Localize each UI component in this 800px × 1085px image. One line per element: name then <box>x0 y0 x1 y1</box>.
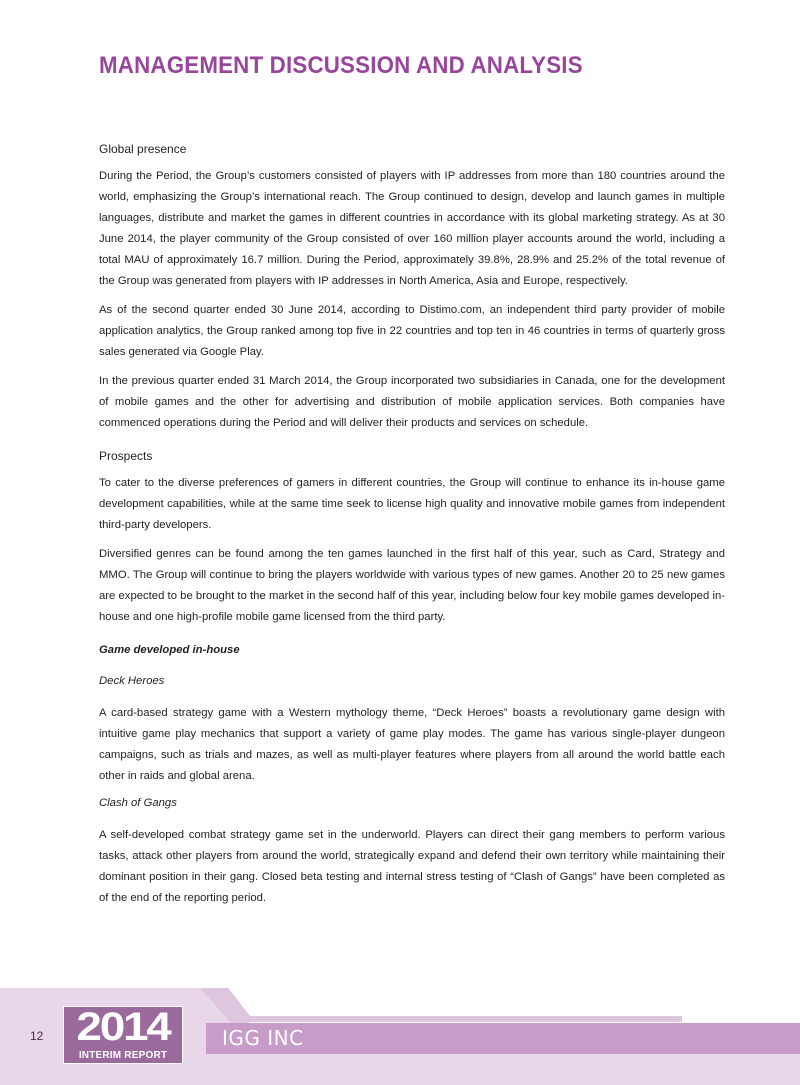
company-name: IGG INC <box>222 1026 304 1050</box>
report-body <box>99 141 725 917</box>
logo-year: 2014 <box>76 1005 170 1049</box>
section-heading-global-presence: Global presence <box>99 142 187 156</box>
page-title: MANAGEMENT DISCUSSION AND ANALYSIS <box>99 52 583 79</box>
section-heading-prospects: Prospects <box>99 449 153 463</box>
paragraph: Diversified genres can be found among the ten games launched in the first half of this year, such as Card, Strategy and MMO. The Group will continue to bring the players worldwide with various types of new games. Another 20 to 25 new games are expected to be brought to the market in the second half of this year, including below four key mobile games developed in-house and one high-profile mobile game licensed from the third party. <box>99 548 725 623</box>
section-heading-in-house-games: Game developed in-house <box>99 644 240 656</box>
interim-report-logo <box>63 1006 183 1064</box>
paragraph: In the previous quarter ended 31 March 2014, the Group incorporated two subsidiaries in Canada, one for the development of mobile games and the other for advertising and distribution of mobile application services. Both companies have commenced operations during the Period and will deliver their products and services on schedule. <box>99 375 725 429</box>
game-title-deck-heroes: Deck Heroes <box>99 675 165 687</box>
paragraph: As of the second quarter ended 30 June 2014, according to Distimo.com, an independent third party provider of mobile application analytics, the Group ranked among top five in 22 countries and top ten in 46 countries in terms of quarterly gross sales generated via Google Play. <box>99 304 725 358</box>
paragraph: During the Period, the Group’s customers consisted of players with IP addresses from more than 180 countries around the world, emphasizing the Group’s international reach. The Group continued to design, develop and launch games in multiple languages, distribute and market the games in different countries in accordance with its global marketing strategy. As at 30 June 2014, the player community of the Group consisted of over 160 million player accounts around the world, including a total MAU of approximately 16.7 million. During the Period, approximately 39.8%, 28.9% and 25.2% of the total revenue of the Group was generated from players with IP addresses in North America, Asia and Europe, respectively. <box>99 170 725 287</box>
page-number: 12 <box>30 1029 44 1043</box>
paragraph: To cater to the diverse preferences of gamers in different countries, the Group will continue to enhance its in-house game development capabilities, while at the same time seek to license high quality and innovative mobile games from independent third-party developers. <box>99 477 725 531</box>
game-title-clash-of-gangs: Clash of Gangs <box>99 797 177 809</box>
game-description: A card-based strategy game with a Western mythology theme, “Deck Heroes” boasts a revolutionary game design with intuitive game play mechanics that support a variety of game play modes. The game has various single-player dungeon campaigns, such as trials and mazes, as well as multi-player features where players from all around the world battle each other in raids and global arena. <box>99 707 725 782</box>
logo-caption: INTERIM REPORT <box>78 1050 168 1061</box>
game-description: A self-developed combat strategy game set in the underworld. Players can direct their gang members to perform various tasks, attack other players from around the world, strategically expand and defend their own territory while maintaining their dominant position in their gang. Closed beta testing and internal stress testing of “Clash of Gangs” have been completed as of the end of the reporting period. <box>99 829 725 904</box>
